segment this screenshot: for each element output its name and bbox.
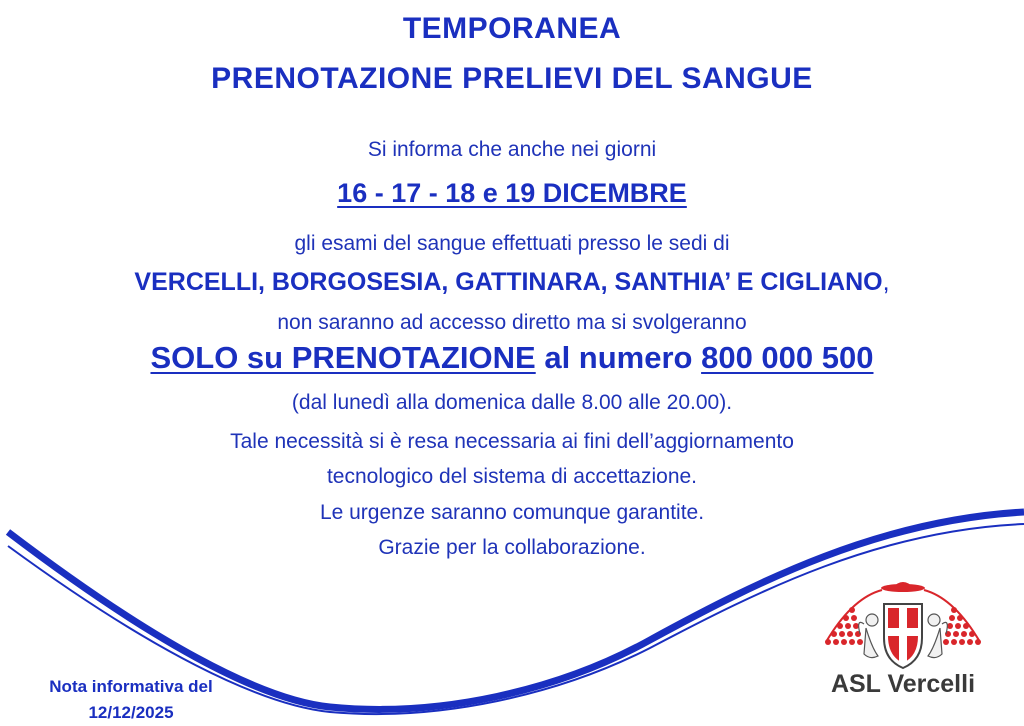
access-text: non saranno ad accesso diretto ma si svolgeranno [277,311,747,334]
booking-mid: al numero [535,340,702,375]
urgent-text: Le urgenze saranno comunque garantite. [319,501,705,524]
reason-line-2: tecnologico del sistema di accettazione. [326,465,698,488]
sedi-comma: , [882,268,890,296]
booking-line [0,340,1024,376]
logo-name: ASL Vercelli [830,670,976,698]
dates-highlight: 16 - 17 - 18 e 19 DICEMBRE [337,178,687,208]
sedi-intro-text: gli esami del sangue effettuati presso le sedi di [294,232,730,255]
booking-only: SOLO su PRENOTAZIONE [150,340,536,375]
footer-note [6,674,256,726]
note-line-2: 12/12/2025 [88,703,174,722]
sedi-list [0,268,1024,297]
phone-number: 800 000 500 [701,340,874,375]
intro-text: Si informa che anche nei giorni [367,138,657,161]
thanks-text: Grazie per la collaborazione. [378,536,646,559]
title-line-1: TEMPORANEA [402,12,622,45]
sedi-names: VERCELLI, BORGOSESIA, GATTINARA, SANTHIA’ E CIGLIANO [134,268,883,296]
title-line-2: PRENOTAZIONE PRELIEVI DEL SANGUE [211,62,813,95]
hours-text: (dal lunedì alla domenica dalle 8.00 alle 20.00). [291,391,733,414]
note-line-1: Nota informativa del [49,677,213,696]
reason-line-1: Tale necessità si è resa necessaria ai fini dell’aggiornamento [230,430,794,453]
dates-text [0,178,1024,209]
